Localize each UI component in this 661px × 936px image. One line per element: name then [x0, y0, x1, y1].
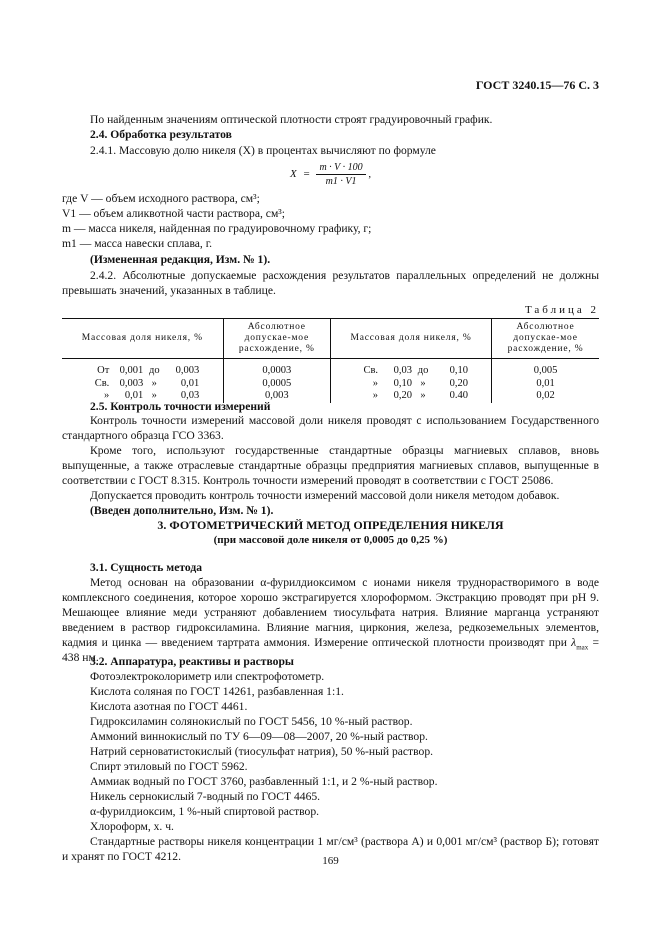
- heading-3-1: 3.1. Сущность метода: [90, 561, 203, 574]
- formula-eq: =: [303, 168, 310, 181]
- standard-solutions: Стандартные растворы никеля концентрации 1 мг/см³ (раствора А) и 0,001 мг/см³ (раствор Б); готовят и хранят по ГОСТ 4212.: [62, 835, 599, 863]
- paragraph-3-1: Метод основан на образовании α-фурилдиоксимом с ионами никеля труднорастворимого в воде комплексного соединения, которое хорошо экстрагируется хлороформом. Экстракцию проводят при pH 9. Мешающее влияние меди устраняют добавлением тиосульфата натрия. Влияние марганца устраняют введением в раствор гидроксиламина. Влияние магния, циркония, железа, редкоземельных элементов, кадмия и цинка — введением тартрата аммония. Измерение оптической плотности производят при $\lambda_{max} = 438$ нм.: [62, 576, 600, 664]
- table-row: [62, 359, 599, 403]
- cell-tolerance-2: 0,005 0,01 0,02: [492, 359, 599, 403]
- edit-note-1: (Измененная редакция, Изм. № 1).: [90, 253, 271, 266]
- cell-tolerance-1: 0,0003 0,0005 0,003: [223, 359, 330, 403]
- cell-range-1: [62, 359, 223, 403]
- legend-v1: V1 — объем аликвотной части раствора, см³;: [62, 207, 285, 220]
- formula-tail: ,: [368, 168, 372, 181]
- th-tolerance-2: Абсолютное допускае-мое расхождение, %: [492, 319, 599, 359]
- section-3-title: 3. ФОТОМЕТРИЧЕСКИЙ МЕТОД ОПРЕДЕЛЕНИЯ НИКЕЛЯ: [157, 518, 504, 532]
- list-item: Натрий серноватистокислый (тиосульфат натрия), 50 %-ный раствор.: [90, 745, 434, 758]
- paragraph-2-5: Контроль точности измерений массовой доли никеля проводят с использованием Государственного стандартного образца ГСО 3363. Кроме того, используют государственные стандартные образцы магниевых сплавов, вновь выпущенные, а также отраслевые стандартные образцы предприятия магниевых сплавов, выпущенные в соответствии с ГОСТ 8.315. Контроль точности измерений проводят в соответствии с ГОСТ 25086. Допускается проводить контроль точности измерений массовой доли никеля методом добавок. (Введен дополнительно, Изм. № 1).: [62, 414, 599, 517]
- formula-denominator: m1 · V1: [325, 176, 357, 187]
- list-item: Гидроксиламин солянокислый по ГОСТ 5456, 10 %-ный раствор.: [90, 715, 413, 728]
- th-nickel-2: Массовая доля никеля, %: [330, 319, 491, 359]
- heading-2-5: 2.5. Контроль точности измерений: [90, 400, 271, 413]
- list-item: Фотоэлектроколориметр или спектрофотометр.: [90, 670, 325, 683]
- formula-x: [290, 161, 371, 188]
- list-item: Хлороформ, х. ч.: [90, 820, 174, 833]
- edit-note-2: (Введен дополнительно, Изм. № 1).: [90, 504, 274, 517]
- range: » 0,10 » 0,20: [372, 377, 469, 389]
- paragraph-2-4-1: 2.4.1. Массовую долю никеля (X) в процентах вычисляют по формуле: [90, 144, 436, 157]
- list-item: Аммиак водный по ГОСТ 3760, разбавленный 1:1, и 2 %-ный раствор.: [90, 775, 438, 788]
- cell-range-2: [330, 359, 491, 403]
- formula-lhs: X: [290, 168, 297, 181]
- page-number: 169: [322, 855, 339, 867]
- tolerance-table: [62, 318, 599, 403]
- range: Св. 0,003 » 0,01: [94, 377, 200, 389]
- range: » 0,20 » 0.40: [372, 390, 469, 401]
- range: Св. 0,03 до 0,10: [363, 365, 469, 376]
- list-item: Кислота соляная по ГОСТ 14261, разбавленная 1:1.: [90, 685, 344, 698]
- table-caption: Таблица 2: [524, 304, 599, 316]
- legend-m1: m1 — масса навески сплава, г.: [62, 237, 213, 250]
- section-3-subtitle: (при массовой доле никеля от 0,0005 до 0,25 %): [213, 534, 448, 546]
- heading-2-4: 2.4. Обработка результатов: [90, 128, 232, 141]
- th-nickel-1: Массовая доля никеля, %: [62, 319, 223, 359]
- range: » 0,01 » 0,03: [104, 390, 200, 401]
- legend-v: где V — объем исходного раствора, см³;: [62, 192, 260, 205]
- range: От 0,001 до 0,003: [97, 365, 200, 376]
- formula-numerator: m · V · 100: [316, 161, 365, 175]
- th-tolerance-1: Абсолютное допускае-мое расхождение, %: [223, 319, 330, 359]
- page-header: ГОСТ 3240.15—76 С. 3: [475, 78, 599, 92]
- list-item: Никель сернокислый 7-водный по ГОСТ 4465.: [90, 790, 321, 803]
- formula-fraction: [316, 161, 365, 188]
- paragraph-2-4-2: 2.4.2. Абсолютные допускаемые расхождения результатов параллельных определений не должны превышать значений, указанных в таблице.: [62, 269, 599, 297]
- list-item: α-фурилдиоксим, 1 %-ный спиртовой раствор.: [90, 805, 320, 818]
- formula-legend: [62, 191, 599, 251]
- list-item: Спирт этиловый по ГОСТ 5962.: [90, 760, 248, 773]
- legend-m: m — масса никеля, найденная по градуировочному графику, г;: [62, 222, 372, 235]
- list-item: Аммоний виннокислый по ТУ 6—09—08—2007, 20 %-ный раствор.: [90, 730, 428, 743]
- heading-3-2: 3.2. Аппаратура, реактивы и растворы: [90, 655, 294, 668]
- table-header-row: [62, 319, 599, 359]
- reagent-list: [62, 669, 599, 864]
- list-item: Кислота азотная по ГОСТ 4461.: [90, 700, 248, 713]
- graph-paragraph: По найденным значениям оптической плотности строят градуировочный график.: [90, 113, 493, 126]
